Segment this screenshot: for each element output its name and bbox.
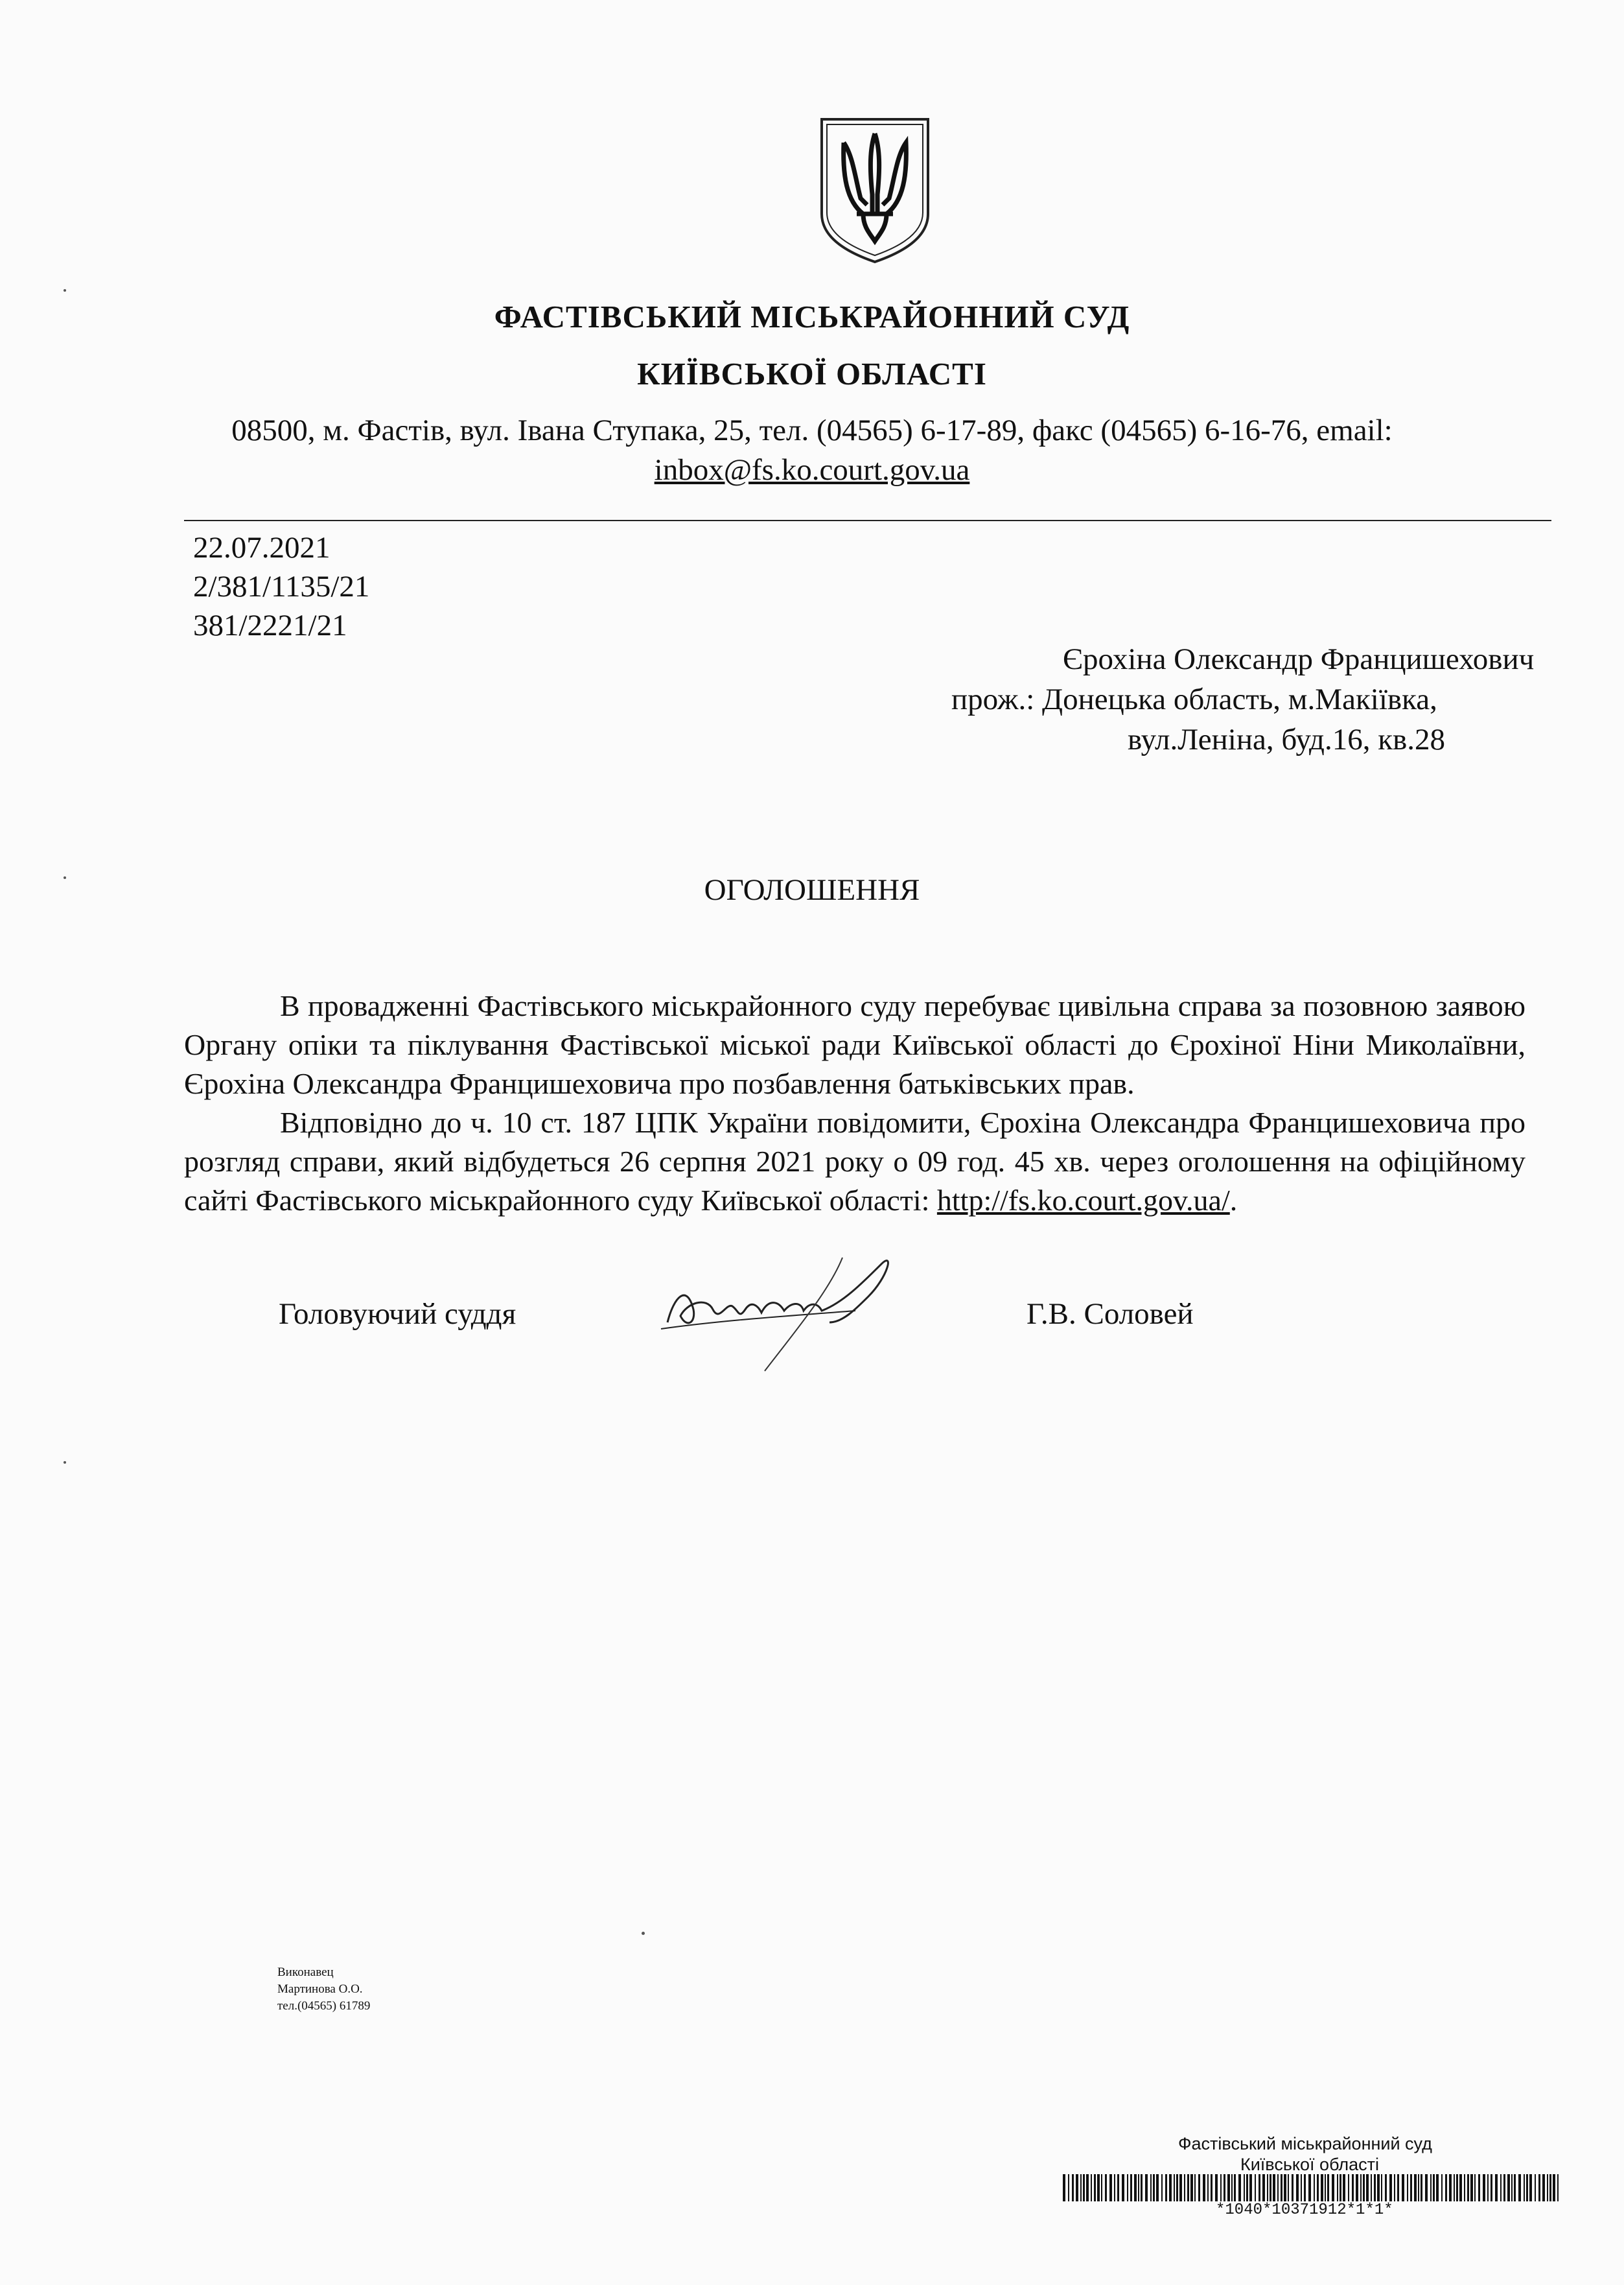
barcode-bar <box>1231 2174 1233 2201</box>
barcode-bar <box>1068 2174 1069 2201</box>
judge-name: Г.В. Соловей <box>1027 1297 1194 1331</box>
barcode-bar <box>1211 2174 1212 2201</box>
barcode-bar <box>1190 2174 1193 2201</box>
barcode-bar <box>1425 2174 1428 2201</box>
barcode-bar <box>1244 2174 1245 2201</box>
barcode-bar <box>1273 2174 1275 2201</box>
presiding-judge-label: Головуючий суддя <box>279 1297 516 1331</box>
barcode-bar <box>1145 2174 1148 2201</box>
barcode-bar <box>1296 2174 1299 2201</box>
court-website-link[interactable]: http://fs.ko.court.gov.ua/ <box>936 1184 1230 1217</box>
barcode-bar <box>1207 2174 1209 2201</box>
barcode-bar <box>1255 2174 1256 2201</box>
barcode-bar <box>1174 2174 1175 2201</box>
barcode-bar <box>1366 2174 1369 2201</box>
judge-signature-icon <box>648 1238 953 1381</box>
barcode-bar <box>1445 2174 1447 2201</box>
barcode-bar <box>1091 2174 1092 2201</box>
barcode-bar <box>1514 2174 1516 2201</box>
barcode-bar <box>1097 2174 1100 2201</box>
barcode-bar <box>1249 2174 1252 2201</box>
barcode-bar <box>1436 2174 1439 2201</box>
paragraph-text: В провадженні Фастівського міськрайонного суду перебуває цивільна справа за позовною заявою Органу опіки та піклування Фастівської міської ради Київської області до Єрохіної Ніни Миколаївни, Єрохіна Олександра Францишеховича про позбавлення батьківських прав. <box>184 989 1525 1100</box>
court-name: ФАСТІВСЬКИЙ МІСЬКРАЙОННИЙ СУД <box>494 299 1130 334</box>
barcode-bar <box>1259 2174 1260 2201</box>
barcode-bar <box>1524 2174 1525 2201</box>
scan-speck <box>64 876 66 879</box>
announcement-paragraph-1 <box>184 987 1525 1103</box>
barcode-bar <box>1542 2174 1545 2201</box>
barcode-bar <box>1314 2174 1315 2201</box>
barcode-bar <box>1122 2174 1124 2201</box>
barcode-bar <box>1094 2174 1096 2201</box>
barcode-bar <box>1454 2174 1455 2201</box>
barcode-bar <box>1430 2174 1432 2201</box>
barcode-bar <box>1360 2174 1362 2201</box>
barcode-bar <box>1187 2174 1189 2201</box>
barcode-bar <box>1483 2174 1485 2201</box>
barcode-bar <box>1495 2174 1498 2201</box>
barcode-bar <box>1327 2174 1329 2201</box>
barcode-bar <box>1332 2174 1334 2201</box>
barcode-bar <box>1169 2174 1172 2201</box>
addressee-name: Єрохіна Олександр Францишехович <box>1063 642 1535 676</box>
barcode-bar <box>1227 2174 1230 2201</box>
barcode-bar <box>1262 2174 1265 2201</box>
barcode-bar <box>1215 2174 1218 2201</box>
barcode-bar <box>1203 2174 1205 2201</box>
barcode-bar <box>1456 2174 1458 2201</box>
barcode-bar <box>1547 2174 1548 2201</box>
barcode-bar <box>1270 2174 1271 2201</box>
barcode-bar <box>1109 2174 1112 2201</box>
barcode-bar <box>1414 2174 1417 2201</box>
barcode-bar <box>1224 2174 1225 2201</box>
barcode-bar <box>1134 2174 1137 2201</box>
barcode-bar <box>1080 2174 1082 2201</box>
barcode-bar <box>1153 2174 1155 2201</box>
barcode-bar <box>1518 2174 1521 2201</box>
barcode-bar <box>1352 2174 1354 2201</box>
barcode-bar <box>1407 2174 1408 2201</box>
barcode-bar <box>1161 2174 1163 2201</box>
barcode-bar <box>1150 2174 1152 2201</box>
barcode-bar <box>1478 2174 1480 2201</box>
barcode-bar <box>1503 2174 1505 2201</box>
barcode-bar <box>1337 2174 1338 2201</box>
barcode-bar <box>1433 2174 1435 2201</box>
header-divider <box>184 520 1551 521</box>
barcode-bar <box>1281 2174 1282 2201</box>
barcode-bar <box>1165 2174 1167 2201</box>
barcode-bar <box>1459 2174 1462 2201</box>
barcode-bar <box>1267 2174 1268 2201</box>
barcode-bar <box>1421 2174 1422 2201</box>
barcode-number: *1040*10371912*1*1* <box>1216 2201 1393 2219</box>
barcode-bar <box>1179 2174 1182 2201</box>
barcode-bar <box>1138 2174 1139 2201</box>
barcode-bar <box>1105 2174 1107 2201</box>
barcode-bar <box>1117 2174 1119 2201</box>
barcode-bar <box>1487 2174 1489 2201</box>
barcode-bar <box>1292 2174 1293 2201</box>
case-number: 2/381/1135/21 <box>193 570 370 603</box>
document-date: 22.07.2021 <box>193 531 331 565</box>
barcode-bar <box>1474 2174 1476 2201</box>
barcode-bar <box>1063 2174 1065 2201</box>
barcode-bar <box>1500 2174 1502 2201</box>
barcode-bar <box>1538 2174 1540 2201</box>
paragraph-text-2 <box>184 1103 1525 1220</box>
barcode-bar <box>1491 2174 1492 2201</box>
barcode-bar <box>1086 2174 1089 2201</box>
barcode-bar <box>1557 2174 1559 2201</box>
barcode-bar <box>1389 2174 1392 2201</box>
barcode-bar <box>1076 2174 1078 2201</box>
barcode-bar <box>1321 2174 1323 2201</box>
barcode-bar <box>1325 2174 1326 2201</box>
barcode-bar <box>1198 2174 1200 2201</box>
barcode-bar <box>1397 2174 1399 2201</box>
barcode-bar <box>1083 2174 1085 2201</box>
scan-speck <box>64 1461 66 1464</box>
addressee-address-line1: прож.: Донецька область, м.Макіївка, <box>951 683 1437 716</box>
barcode-bar <box>1549 2174 1551 2201</box>
barcode-bar <box>1277 2174 1279 2201</box>
barcode-bar <box>1385 2174 1387 2201</box>
executor-phone: тел.(04565) 61789 <box>277 1999 371 2013</box>
barcode-bar <box>1356 2174 1358 2201</box>
barcode-bar <box>1374 2174 1376 2201</box>
barcode-bar <box>1343 2174 1345 2201</box>
barcode-bar <box>1114 2174 1115 2201</box>
barcode-bar <box>1072 2174 1074 2201</box>
stamp-court-region: Київської області <box>1240 2155 1379 2174</box>
document-title: ОГОЛОШЕННЯ <box>704 873 920 907</box>
barcode-bar <box>1467 2174 1469 2201</box>
barcode-bar <box>1394 2174 1395 2201</box>
trident-emblem-icon <box>818 117 932 264</box>
barcode-bar <box>1402 2174 1404 2201</box>
barcode-bar <box>1381 2174 1382 2201</box>
barcode-bar <box>1470 2174 1473 2201</box>
barcode-bar <box>1184 2174 1185 2201</box>
barcode-bar <box>1301 2174 1302 2201</box>
barcode-bar <box>1308 2174 1311 2201</box>
scan-speck <box>64 289 66 292</box>
barcode-bar <box>1377 2174 1380 2201</box>
barcode-bar <box>1371 2174 1372 2201</box>
barcode-bar <box>1348 2174 1349 2201</box>
scan-speck <box>642 1932 645 1935</box>
executor-name: Мартинова О.О. <box>277 1982 363 1996</box>
barcode-bar <box>1284 2174 1286 2201</box>
court-email-link[interactable]: inbox@fs.ko.court.gov.ua <box>654 453 970 487</box>
barcode-bar <box>1220 2174 1222 2201</box>
barcode-bar <box>1449 2174 1452 2201</box>
court-region: КИЇВСЬКОЇ ОБЛАСТІ <box>637 356 987 392</box>
barcode-bar <box>1340 2174 1341 2201</box>
court-email-line <box>0 452 1624 487</box>
barcode-bar <box>1288 2174 1289 2201</box>
barcode-bar <box>1194 2174 1196 2201</box>
barcode-bar <box>1304 2174 1306 2201</box>
barcode-bar <box>1464 2174 1465 2201</box>
barcode-icon <box>1063 2174 1562 2201</box>
barcode-bar <box>1410 2174 1412 2201</box>
barcode-bar <box>1418 2174 1419 2201</box>
barcode-bar <box>1101 2174 1102 2201</box>
barcode-bar <box>1511 2174 1513 2201</box>
barcode-bar <box>1363 2174 1365 2201</box>
announcement-paragraph-2 <box>184 1103 1525 1220</box>
barcode-bar <box>1246 2174 1248 2201</box>
barcode-bar <box>1526 2174 1528 2201</box>
paragraph-2-end: . <box>1229 1184 1238 1217</box>
barcode-bar <box>1553 2174 1555 2201</box>
barcode-bar <box>1127 2174 1128 2201</box>
barcode-bar <box>1317 2174 1319 2201</box>
paragraph-2-text: Відповідно до ч. 10 ст. 187 ЦПК України повідомити, Єрохіна Олександра Францишеховича про розгляд справи, який відбудеться 26 серпня 2021 року о 09 год. 45 хв. через оголошення на офіційному сайті Фастівського міськрайонного суду Київської області: <box>184 1106 1525 1217</box>
barcode-bar <box>1130 2174 1132 2201</box>
barcode-bar <box>1529 2174 1532 2201</box>
barcode-bar <box>1141 2174 1143 2201</box>
barcode-bar <box>1156 2174 1159 2201</box>
stamp-court-name: Фастівський міськрайонний суд <box>1178 2134 1432 2153</box>
barcode-bar <box>1234 2174 1236 2201</box>
barcode-bar <box>1441 2174 1443 2201</box>
barcode-bar <box>1535 2174 1536 2201</box>
executor-label: Виконавец <box>277 1965 334 1979</box>
barcode-bar <box>1507 2174 1510 2201</box>
addressee-address-line2: вул.Леніна, буд.16, кв.28 <box>1128 723 1445 756</box>
outgoing-number: 381/2221/21 <box>193 609 347 642</box>
barcode-bar <box>1176 2174 1178 2201</box>
court-address: 08500, м. Фастів, вул. Івана Ступака, 25, тел. (04565) 6-17-89, факс (04565) 6-16-76, email: <box>231 414 1393 447</box>
barcode-bar <box>1238 2174 1241 2201</box>
